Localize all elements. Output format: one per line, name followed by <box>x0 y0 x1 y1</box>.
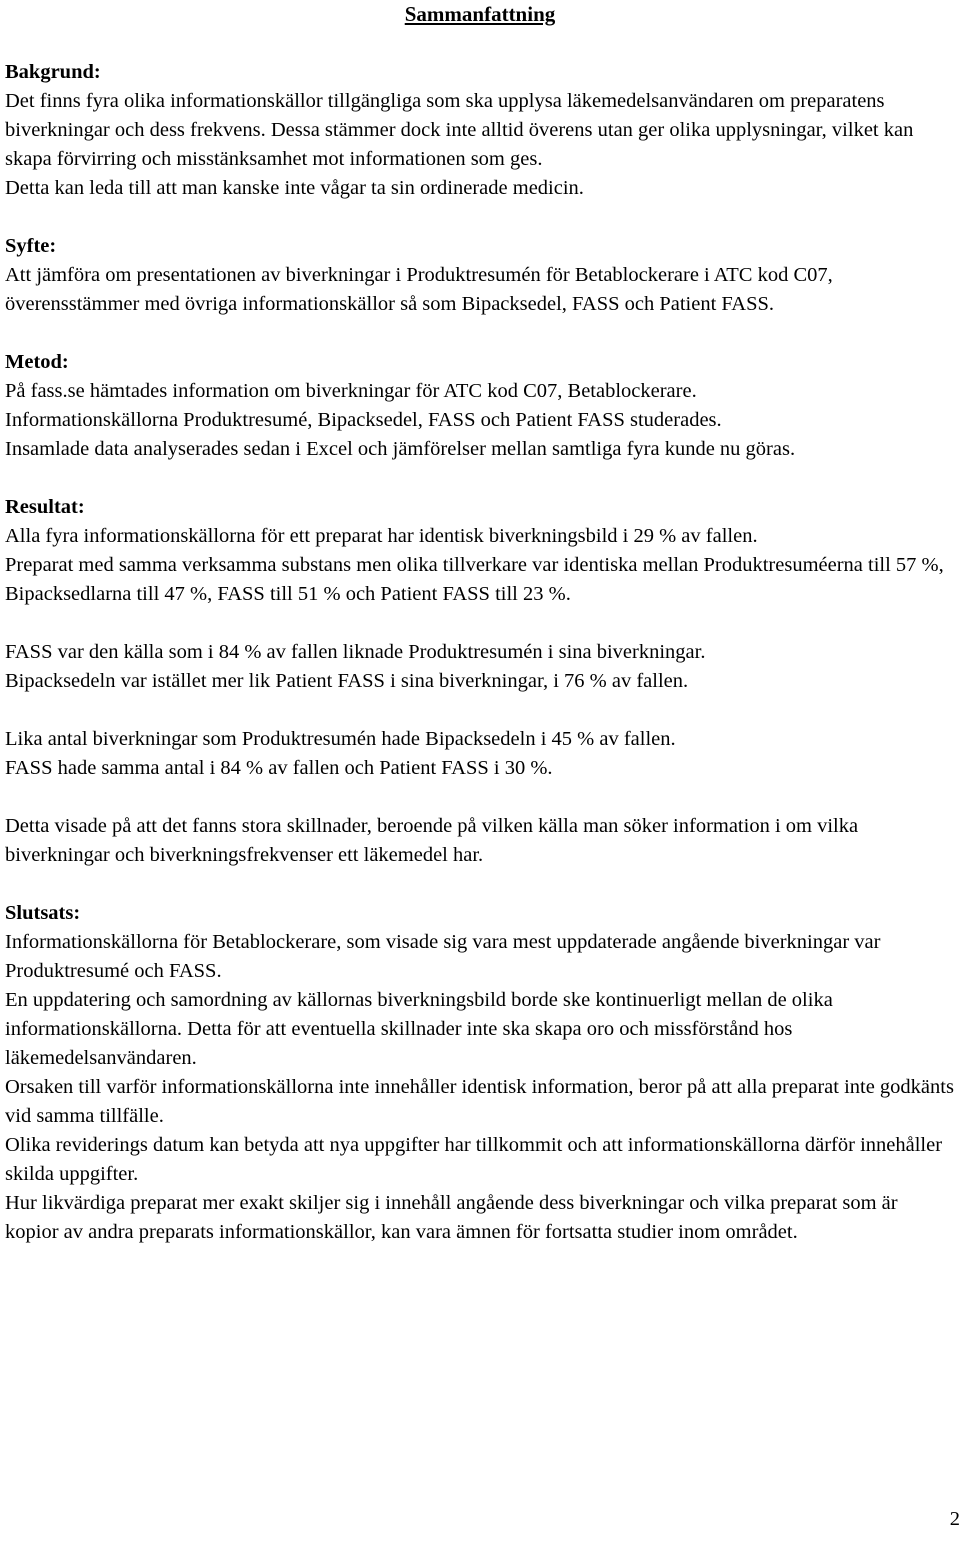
section-syfte <box>5 232 955 319</box>
spacer <box>5 464 955 493</box>
paragraph: Orsaken till varför informationskällorna inte innehåller identisk information, beror på att alla preparat inte godkänts vid samma tillfälle. <box>5 1076 954 1127</box>
paragraph: Detta kan leda till att man kanske inte vågar ta sin ordinerade medicin. <box>5 177 584 199</box>
paragraph: FASS hade samma antal i 84 % av fallen och Patient FASS i 30 %. <box>5 757 553 779</box>
paragraph: FASS var den källa som i 84 % av fallen liknade Produktresumén i sina biverkningar. <box>5 641 706 663</box>
paragraph: Hur likvärdiga preparat mer exakt skiljer sig i innehåll angående dess biverkningar och vilka preparat som är kopior av andra preparats informationskällor, kan vara ämnen för fortsatta studier inom området. <box>5 1192 898 1243</box>
section-heading: Syfte: <box>5 235 57 257</box>
spacer <box>5 319 955 348</box>
paragraph: Bipacksedeln var istället mer lik Patient FASS i sina biverkningar, i 76 % av fallen. <box>5 670 689 692</box>
paragraph: Insamlade data analyserades sedan i Excel och jämförelser mellan samtliga fyra kunde nu göras. <box>5 438 796 460</box>
spacer <box>5 29 955 58</box>
page-title: Sammanfattning <box>404 2 556 26</box>
paragraph: En uppdatering och samordning av källornas biverkningsbild borde ske kontinuerligt mellan de olika informationskällorna. Detta för att eventuella skillnader inte ska skapa oro och missförstånd hos läkemedelsanvändaren. <box>5 989 833 1069</box>
page-number: 2 <box>949 1508 960 1530</box>
document-page <box>5 0 955 1247</box>
paragraph: Alla fyra informationskällorna för ett preparat har identisk biverkningsbild i 29 % av fallen. <box>5 525 758 547</box>
section-heading: Metod: <box>5 351 69 373</box>
paragraph: På fass.se hämtades information om biverkningar för ATC kod C07, Betablockerare. <box>5 380 697 402</box>
paragraph: Att jämföra om presentationen av biverkningar i Produktresumén för Betablockerare i ATC kod C07, överensstämmer med övriga informationskällor så som Bipacksedel, FASS och Patient FASS. <box>5 264 833 315</box>
section-slutsats <box>5 899 955 1247</box>
section-bakgrund <box>5 58 955 203</box>
spacer <box>5 203 955 232</box>
section-heading: Bakgrund: <box>5 61 101 83</box>
spacer <box>5 696 955 725</box>
section-resultat <box>5 493 955 870</box>
spacer <box>5 783 955 812</box>
section-metod <box>5 348 955 464</box>
paragraph: Detta visade på att det fanns stora skillnader, beroende på vilken källa man söker information i om vilka biverkningar och biverkningsfrekvenser ett läkemedel har. <box>5 815 859 866</box>
spacer <box>5 870 955 899</box>
paragraph: Lika antal biverkningar som Produktresumén hade Bipacksedeln i 45 % av fallen. <box>5 728 676 750</box>
paragraph: Det finns fyra olika informationskällor tillgängliga som ska upplysa läkemedelsanvändaren om preparatens biverkningar och dess frekvens. Dessa stämmer dock inte alltid överens utan ger olika upplysningar, vilket kan skapa förvirring och misstänksamhet mot informationen som ges. <box>5 90 914 170</box>
spacer <box>5 609 955 638</box>
paragraph: Informationskällorna Produktresumé, Bipacksedel, FASS och Patient FASS studerades. <box>5 409 722 431</box>
paragraph: Olika reviderings datum kan betyda att nya uppgifter har tillkommit och att informationskällorna därför innehåller skilda uppgifter. <box>5 1134 943 1185</box>
paragraph: Informationskällorna för Betablockerare, som visade sig vara mest uppdaterade angående biverkningar var Produktresumé och FASS. <box>5 931 881 982</box>
section-heading: Resultat: <box>5 496 85 518</box>
section-heading: Slutsats: <box>5 902 81 924</box>
paragraph: Preparat med samma verksamma substans men olika tillverkare var identiska mellan Produktresuméerna till 57 %, Bipacksedlarna till 47 %, FASS till 51 % och Patient FASS till 23 %. <box>5 554 944 605</box>
